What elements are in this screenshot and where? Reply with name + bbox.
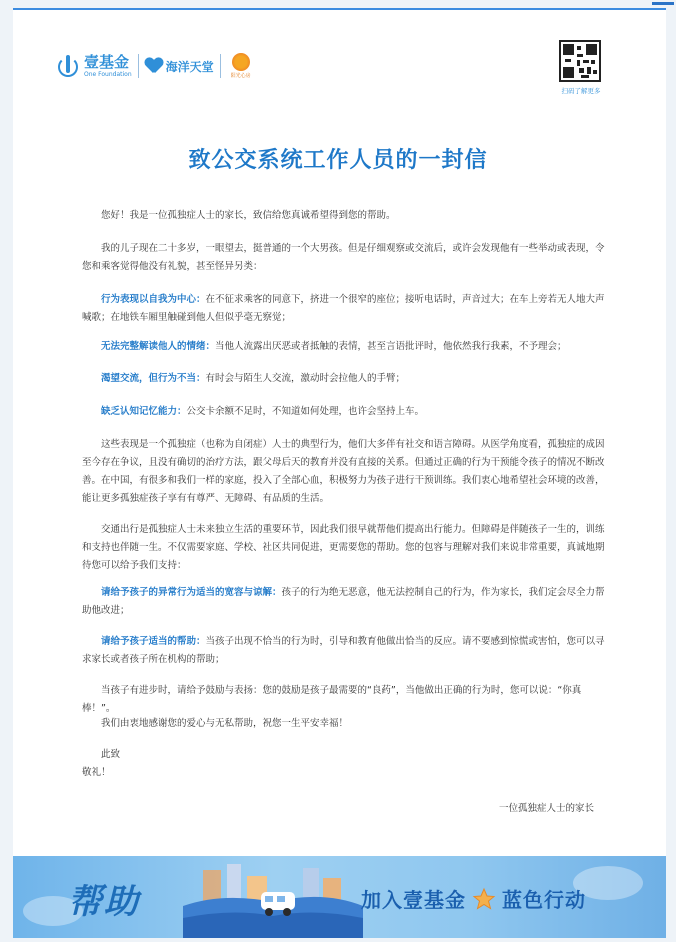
behavior-item-1-heading: 行为表现以自我为中心： xyxy=(101,294,206,305)
banner-join-text-2: 蓝色行动 xyxy=(502,888,586,912)
one-foundation-logo xyxy=(58,53,132,79)
sunshine-logo-caption: 阳光心房 xyxy=(230,73,251,79)
letter-paragraph-2: 这些表现是一个孤独症（也称为自闭症）人士的典型行为，他们大多伴有社交和语言障碍。从医学角度看，孤独症的成因至今存在争议，且没有确切的治疗方法，跟父母后天的教育并没有直接的关系。但通过正确的行为干预能令孩子的情况不断改善。在中国，有很多和我们一样的家庭，投入了全部心血，积极努力为孩子进行干预训练。我们衷心地希望社会环境的改善，能让更多孤独症孩子享有有尊严、无障碍、有品质的生活。 xyxy=(82,439,605,504)
letter-signature: 一位孤独症人士的家长 xyxy=(499,803,595,814)
behavior-item-1-text: 在不征求乘客的同意下，挤进一个很窄的座位；接听电话时，声音过大；在车上旁若无人地大声喊歌；在地铁车厢里触碰到他人但似乎毫无察觉； xyxy=(82,294,605,323)
request-item-1-heading: 请给予孩子的异常行为适当的宽容与谅解： xyxy=(101,587,282,598)
ocean-heaven-name: 海洋天堂 xyxy=(165,59,214,74)
qr-caption: 扫码了解更多 xyxy=(561,87,601,95)
bottom-banner xyxy=(13,856,666,938)
one-foundation-name: 壹基金 xyxy=(84,52,130,71)
request-item-1-text: 孩子的行为绝无恶意，他无法控制自己的行为，作为家长，我们定会尽全力帮助他改进； xyxy=(82,587,605,616)
letter-paragraph-1: 我的儿子现在二十多岁，一眼望去，挺普通的一个大男孩。但是仔细观察或交流后，或许会发现他有一些举动或表现，令您和乘客觉得他没有礼貌，甚至怪异另类： xyxy=(82,243,605,272)
request-item-2 xyxy=(82,633,610,669)
behavior-item-3 xyxy=(82,370,610,388)
top-right-accent xyxy=(652,2,674,5)
behavior-item-4 xyxy=(82,403,610,421)
behavior-item-3-text: 有时会与陌生人交流，激动时会拉他人的手臂； xyxy=(205,373,406,384)
letter-title: 致公交系统工作人员的一封信 xyxy=(188,148,488,173)
logo-divider xyxy=(220,54,221,78)
heart-icon xyxy=(145,58,163,74)
letter-greeting: 您好！我是一位孤独症人士的家长，致信给您真诚希望得到您的帮助。 xyxy=(101,210,396,221)
city-illustration-icon xyxy=(183,862,363,938)
behavior-item-1 xyxy=(82,291,610,327)
banner-join-text-1: 加入壹基金 xyxy=(361,888,466,912)
sun-icon xyxy=(232,53,250,71)
letter-paragraph-4: 当孩子有进步时，请给予鼓励与表扬：您的鼓励是孩子最需要的“良药”，当他做出正确的行为时，您可以说：“你真棒！”。 xyxy=(82,685,582,714)
behavior-item-2-text: 当他人流露出厌恶或者抵触的表情，甚至言语批评时，他依然我行我素，不予理会； xyxy=(215,341,567,352)
logo-divider xyxy=(138,54,139,78)
behavior-item-3-heading: 渴望交流，但行为不当： xyxy=(101,373,206,384)
qr-code[interactable] xyxy=(559,40,601,82)
banner-help-text: 帮助 xyxy=(68,882,140,922)
request-item-2-text: 当孩子出现不恰当的行为时，引导和教育他做出恰当的反应。请不要感到惊慌或害怕，您可以寻求家长或者孩子所在机构的帮助； xyxy=(82,636,605,665)
banner-join-slogan xyxy=(361,884,586,913)
one-foundation-mark-icon xyxy=(58,53,78,79)
header-logos xyxy=(58,50,251,82)
closing-line-2: 敬礼！ xyxy=(82,767,111,778)
behavior-item-2 xyxy=(82,338,610,356)
request-item-1 xyxy=(82,584,610,620)
ocean-heaven-logo xyxy=(145,58,214,75)
behavior-item-4-heading: 缺乏认知记忆能力： xyxy=(101,406,187,417)
behavior-item-2-heading: 无法完整解读他人的情绪： xyxy=(101,341,216,352)
letter-paragraph-5: 我们由衷地感谢您的爱心与无私帮助，祝您一生平安幸福！ xyxy=(101,718,349,729)
request-item-2-heading: 请给予孩子适当的帮助： xyxy=(101,636,206,647)
closing-line-1: 此致 xyxy=(101,749,121,760)
letter-paragraph-3: 交通出行是孤独症人士未来独立生活的重要环节，因此我们很早就帮他们提高出行能力。但障碍是伴随孩子一生的，训练和支持也伴随一生。不仅需要家庭、学校、社区共同促进，更需要您的帮助。您的包容与理解对我们来说非常重要，真诚地期待您可以给予我们支持： xyxy=(82,524,605,571)
star-icon xyxy=(472,887,496,911)
sunshine-logo xyxy=(231,53,251,79)
behavior-item-4-text: 公交卡余额不足时，不知道如何处理，也许会坚持上车。 xyxy=(186,406,425,417)
one-foundation-english-name: One Foundation xyxy=(84,70,132,78)
